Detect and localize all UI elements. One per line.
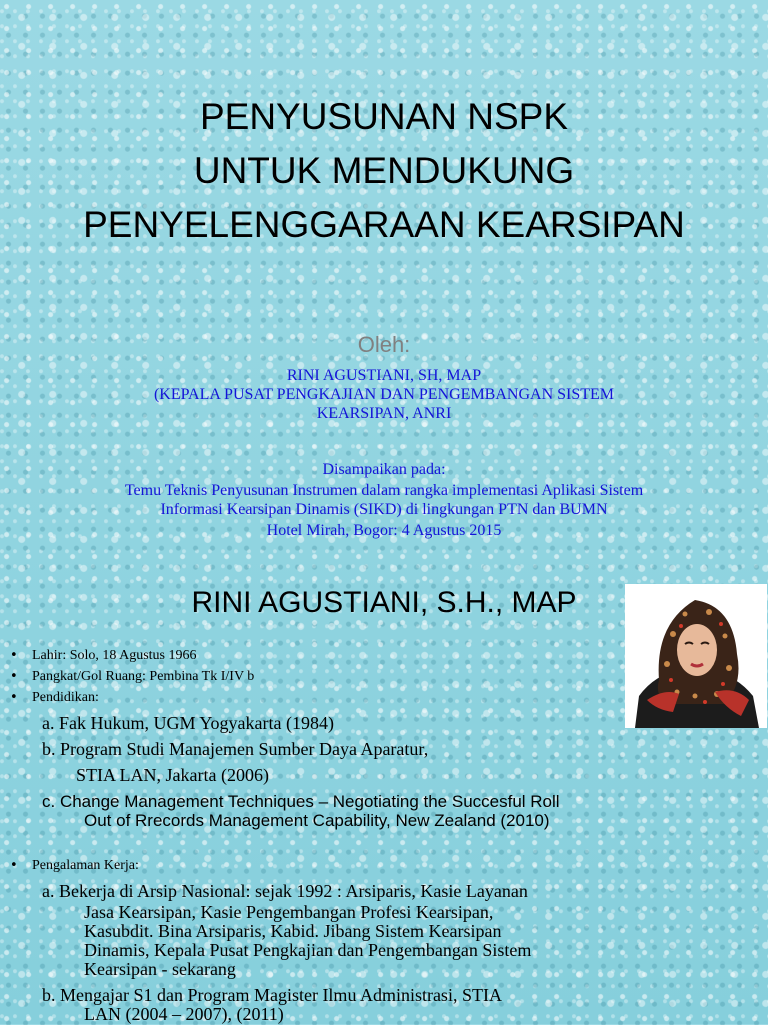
- author-position-line-2: KEARSIPAN, ANRI: [316, 405, 452, 422]
- byline-label: Oleh:: [357, 332, 411, 357]
- presented-label: Disampaikan pada:: [322, 461, 446, 478]
- bullet-experience: [10, 858, 139, 874]
- presented-block: [0, 460, 768, 540]
- presented-line-3: Hotel Mirah, Bogor: 4 Agustus 2015: [266, 522, 502, 539]
- education-b-line-2: STIA LAN, Jakarta (2006): [76, 765, 269, 785]
- experience-b-line-1: b. Mengajar S1 dan Program Magister Ilmu Administrasi, STIA: [42, 985, 502, 1005]
- author-photo: [625, 584, 767, 728]
- bullet-icon: •: [10, 648, 18, 663]
- title-line-1: PENYUSUNAN NSPK: [199, 96, 569, 137]
- born-text: Lahir: Solo, 18 Agustus 1966: [32, 648, 197, 663]
- bullet-icon: •: [10, 858, 18, 873]
- experience-a-line-2: Jasa Kearsipan, Kasie Pengembangan Profesi Kearsipan,: [84, 902, 494, 922]
- education-c-line-2: Out of Rrecords Management Capability, New Zealand (2010): [84, 811, 550, 830]
- bullet-icon: •: [10, 690, 18, 705]
- education-b-line-1: b. Program Studi Manajemen Sumber Daya Aparatur,: [42, 739, 429, 759]
- bullet-rank: [10, 669, 254, 685]
- title-line-2: UNTUK MENDUKUNG: [193, 150, 575, 191]
- rank-text: Pangkat/Gol Ruang: Pembina Tk I/IV b: [32, 669, 255, 684]
- bullet-icon: •: [10, 669, 18, 684]
- presented-line-2: Informasi Kearsipan Dinamis (SIKD) di lingkungan PTN dan BUMN: [160, 501, 608, 518]
- presented-line-1: Temu Teknis Penyusunan Instrumen dalam rangka implementasi Aplikasi Sistem: [124, 482, 644, 499]
- experience-label: Pengalaman Kerja:: [32, 858, 139, 873]
- bullet-born: [10, 648, 197, 664]
- experience-a-line-4: Dinamis, Kepala Pusat Pengkajian dan Pengembangan Sistem: [84, 940, 532, 960]
- experience-b-line-2: LAN (2004 – 2007), (2011): [84, 1004, 284, 1024]
- experience-a-line-5: Kearsipan - sekarang: [84, 959, 236, 979]
- education-label: Pendidikan:: [32, 690, 99, 705]
- author-block: [0, 366, 768, 423]
- bullet-education: [10, 690, 99, 706]
- experience-a-line-3: Kasubdit. Bina Arsiparis, Kabid. Jibang Sistem Kearsipan: [84, 921, 502, 941]
- education-a: a. Fak Hukum, UGM Yogyakarta (1984): [42, 713, 334, 733]
- experience-a-line-1: a. Bekerja di Arsip Nasional: sejak 1992 : Arsiparis, Kasie Layanan: [42, 881, 528, 901]
- author-position-line-1: (KEPALA PUSAT PENGKAJIAN DAN PENGEMBANGAN SISTEM: [153, 386, 615, 403]
- profile-heading: RINI AGUSTIANI, S.H., MAP: [191, 586, 577, 619]
- title-line-3: PENYELENGGARAAN KEARSIPAN: [83, 204, 685, 245]
- education-c-line-1: c. Change Management Techniques – Negotiating the Succesful Roll: [42, 792, 560, 811]
- slide-title: [0, 90, 768, 252]
- author-portrait-icon: [625, 584, 767, 728]
- author-name: RINI AGUSTIANI, SH, MAP: [286, 367, 482, 384]
